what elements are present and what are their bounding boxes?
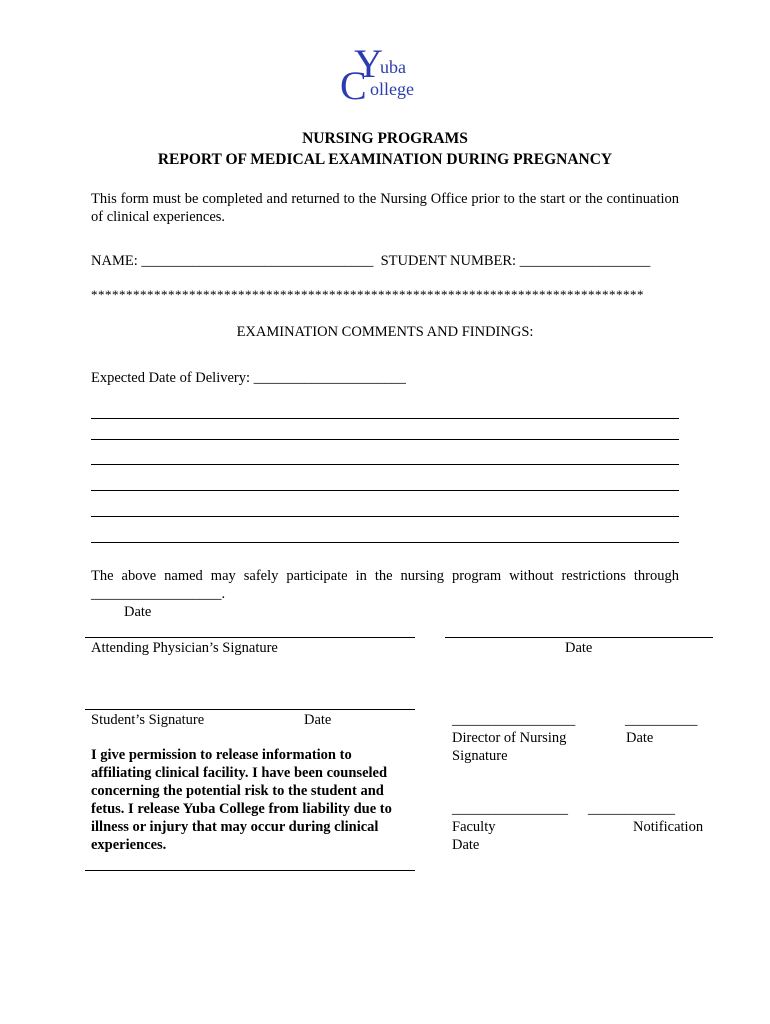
director-date-field[interactable]: __________ <box>625 712 698 728</box>
exam-comments-heading: EXAMINATION COMMENTS AND FINDINGS: <box>236 324 534 340</box>
expected-delivery-field[interactable]: Expected Date of Delivery: _____________________ <box>91 370 406 386</box>
logo-letter-y: Y <box>354 41 383 86</box>
notification-label: Notification <box>633 819 704 835</box>
director-signature-label: Signature <box>452 748 508 764</box>
faculty-signature-field[interactable]: ________________ <box>452 801 568 817</box>
comment-line[interactable] <box>91 418 679 419</box>
director-of-nursing-label: Director of Nursing <box>452 730 567 746</box>
permission-signature-line[interactable] <box>85 870 415 871</box>
comment-line[interactable] <box>91 490 679 491</box>
faculty-date-label: Date <box>452 837 480 853</box>
student-signature-line[interactable] <box>85 709 415 710</box>
logo-text-ollege: ollege <box>370 79 414 99</box>
student-signature-label: Student’s Signature <box>91 712 205 728</box>
physician-signature-line[interactable] <box>85 637 415 638</box>
comment-line[interactable] <box>91 464 679 465</box>
faculty-notification-field[interactable]: ____________ <box>588 801 675 817</box>
permission-statement: I give permission to release information to affiliating clinical facility. I have been counseled concerning the potential risk to the student and fetus. I release Yuba College from liability due to illness or injury that may occur during clinical experiences. <box>91 747 392 853</box>
participation-date-field[interactable]: __________________. <box>91 586 226 602</box>
physician-date-line[interactable] <box>445 637 713 638</box>
logo-text-uba: uba <box>380 57 406 77</box>
star-separator: ******************************************************************************* <box>91 287 644 302</box>
physician-date-label: Date <box>565 640 593 656</box>
participation-date-label: Date <box>124 604 152 620</box>
program-title: NURSING PROGRAMS <box>302 130 468 147</box>
student-date-label: Date <box>304 712 332 728</box>
name-student-number-field[interactable]: NAME: ________________________________ STUDENT NUMBER: __________________ <box>91 253 651 269</box>
director-signature-field[interactable]: _________________ <box>452 712 576 728</box>
logo-letter-c: C <box>340 63 367 108</box>
intro-paragraph: This form must be completed and returned to the Nursing Office prior to the start or the continuation of clinical experiences. <box>91 191 679 225</box>
director-date-label: Date <box>626 730 654 746</box>
comment-line[interactable] <box>91 516 679 517</box>
participation-statement: The above named may safely participate in the nursing program without restrictions through <box>91 568 679 584</box>
physician-signature-label: Attending Physician’s Signature <box>91 640 278 656</box>
comment-line[interactable] <box>91 439 679 440</box>
comment-line[interactable] <box>91 542 679 543</box>
yuba-college-logo <box>340 41 440 108</box>
faculty-label: Faculty <box>452 819 496 835</box>
form-title: REPORT OF MEDICAL EXAMINATION DURING PREGNANCY <box>157 151 613 168</box>
